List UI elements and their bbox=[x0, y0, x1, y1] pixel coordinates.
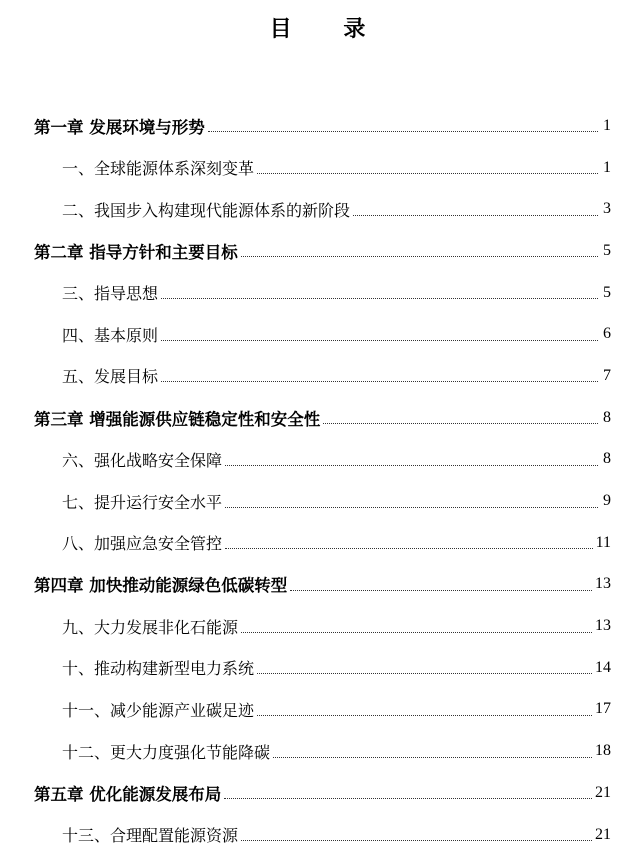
dot-leader bbox=[161, 298, 598, 299]
dot-leader bbox=[225, 507, 598, 508]
toc-page-number: 14 bbox=[595, 658, 611, 676]
toc-section-entry[interactable] bbox=[0, 313, 635, 355]
toc-section-entry[interactable] bbox=[0, 147, 635, 189]
toc-section-entry[interactable] bbox=[0, 272, 635, 314]
toc-entry-label: 十一、减少能源产业碳足迹 bbox=[62, 700, 255, 720]
toc-page-number: 8 bbox=[603, 408, 611, 426]
dot-leader bbox=[290, 590, 592, 591]
toc-page-number: 9 bbox=[603, 492, 611, 510]
toc-entry-label: 五、发展目标 bbox=[62, 367, 159, 387]
dot-leader bbox=[161, 381, 598, 382]
dot-leader bbox=[241, 632, 592, 633]
page-title: 目 录 bbox=[269, 17, 388, 42]
toc-section-entry[interactable] bbox=[0, 439, 635, 481]
toc-page-number: 3 bbox=[603, 200, 611, 218]
toc-page-number: 1 bbox=[603, 116, 611, 134]
toc-chapter-entry[interactable] bbox=[0, 397, 635, 439]
toc-page-number: 21 bbox=[595, 825, 611, 843]
toc-chapter-entry[interactable] bbox=[0, 230, 635, 272]
toc-entry-label: 八、加强应急安全管控 bbox=[62, 534, 223, 554]
toc-entry-label: 六、强化战略安全保障 bbox=[62, 450, 223, 470]
toc-page-number: 5 bbox=[603, 283, 611, 301]
toc-page-number: 8 bbox=[603, 450, 611, 468]
toc-page-number: 11 bbox=[595, 533, 611, 551]
toc-chapter-entry[interactable] bbox=[0, 772, 635, 814]
toc-section-entry[interactable] bbox=[0, 522, 635, 564]
toc-page-number: 21 bbox=[595, 783, 611, 801]
toc-section-entry[interactable] bbox=[0, 730, 635, 772]
toc-entry-label: 第二章 指导方针和主要目标 bbox=[34, 242, 238, 262]
dot-leader bbox=[161, 340, 598, 341]
dot-leader bbox=[208, 131, 598, 132]
toc-chapter-entry[interactable] bbox=[0, 105, 635, 147]
dot-leader bbox=[241, 840, 592, 841]
toc-page-number: 17 bbox=[595, 700, 611, 718]
dot-leader bbox=[353, 215, 598, 216]
toc-page-number: 5 bbox=[603, 241, 611, 259]
toc-section-entry[interactable] bbox=[0, 647, 635, 689]
dot-leader bbox=[241, 256, 598, 257]
table-of-contents bbox=[0, 105, 635, 855]
dot-leader bbox=[257, 173, 598, 174]
toc-entry-label: 十二、更大力度强化节能降碳 bbox=[62, 742, 271, 762]
dot-leader bbox=[225, 465, 598, 466]
toc-chapter-entry[interactable] bbox=[0, 564, 635, 606]
dot-leader bbox=[224, 798, 592, 799]
toc-page-number: 6 bbox=[603, 325, 611, 343]
toc-entry-label: 第五章 优化能源发展布局 bbox=[34, 784, 222, 804]
toc-entry-label: 第三章 增强能源供应链稳定性和安全性 bbox=[34, 409, 321, 429]
toc-section-entry[interactable] bbox=[0, 480, 635, 522]
toc-section-entry[interactable] bbox=[0, 605, 635, 647]
toc-entry-label: 九、大力发展非化石能源 bbox=[62, 617, 239, 637]
toc-entry-label: 三、指导思想 bbox=[62, 284, 159, 304]
dot-leader bbox=[323, 423, 598, 424]
dot-leader bbox=[225, 548, 593, 549]
toc-entry-label: 二、我国步入构建现代能源体系的新阶段 bbox=[62, 200, 351, 220]
toc-entry-label: 四、基本原则 bbox=[62, 325, 159, 345]
toc-entry-label: 七、提升运行安全水平 bbox=[62, 492, 223, 512]
toc-page-number: 13 bbox=[595, 575, 611, 593]
toc-page-number: 1 bbox=[603, 158, 611, 176]
dot-leader bbox=[273, 757, 592, 758]
toc-section-entry[interactable] bbox=[0, 355, 635, 397]
toc-page-number: 13 bbox=[595, 617, 611, 635]
toc-section-entry[interactable] bbox=[0, 188, 635, 230]
toc-page-number: 18 bbox=[595, 742, 611, 760]
dot-leader bbox=[257, 715, 592, 716]
toc-entry-label: 第四章 加快推动能源绿色低碳转型 bbox=[34, 576, 288, 596]
toc-section-entry[interactable] bbox=[0, 814, 635, 856]
toc-entry-label: 十、推动构建新型电力系统 bbox=[62, 659, 255, 679]
toc-entry-label: 一、全球能源体系深刻变革 bbox=[62, 159, 255, 179]
toc-page-number: 7 bbox=[603, 366, 611, 384]
toc-section-entry[interactable] bbox=[0, 689, 635, 731]
toc-entry-label: 第一章 发展环境与形势 bbox=[34, 117, 205, 137]
dot-leader bbox=[257, 673, 592, 674]
toc-entry-label: 十三、合理配置能源资源 bbox=[62, 826, 239, 846]
